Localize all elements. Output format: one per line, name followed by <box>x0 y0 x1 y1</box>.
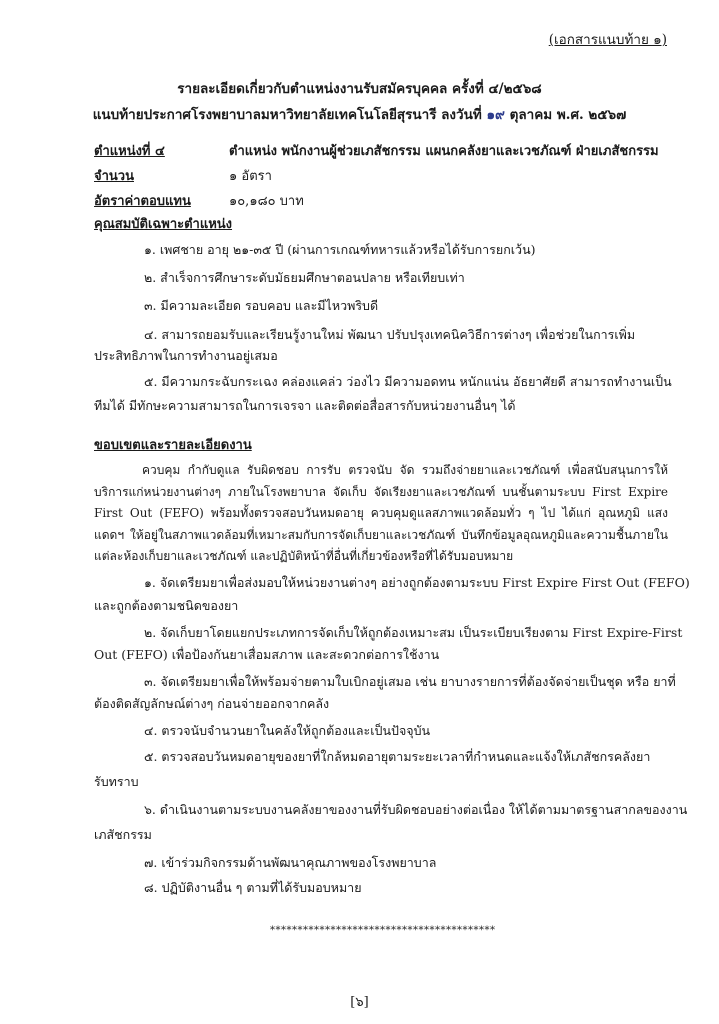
subtitle-day: ๑๙ <box>486 107 505 123</box>
scope-item-continued: Out (FEFO) เพื่อป้องกันยาเสื่อมสภาพ และสะดวกต่อการใช้งาน <box>94 647 440 662</box>
subtitle-suffix: ตุลาคม พ.ศ. ๒๕๖๗ <box>509 107 627 123</box>
scope-item-continued: เภสัชกรรม <box>94 827 152 842</box>
salary-value: ๑๐,๑๘๐ บาท <box>229 194 304 209</box>
separator-stars: ***************************************** <box>270 925 496 936</box>
scope-item: ๕. ตรวจสอบวันหมดอายุของยาที่ใกล้หมดอายุตามระยะเวลาที่กำหนดและแจ้งให้เภสัชกรคลังยา <box>144 749 651 764</box>
qualification-item: ๕. มีความกระฉับกระเฉง คล่องแคล่ว ว่องไว มีความอดทน หนักแน่น อัธยาศัยดี สามารถทำงานเป็น <box>144 374 672 389</box>
qualification-item: ๔. สามารถยอมรับและเรียนรู้งานใหม่ พัฒนา ปรับปรุงเทคนิควิธีการต่างๆ เพื่อช่วยในการเพิ่ม <box>144 327 636 342</box>
scope-heading: ขอบเขตและรายละเอียดงาน <box>94 438 252 453</box>
scope-item: ๑. จัดเตรียมยาเพื่อส่งมอบให้หน่วยงานต่างๆ อย่างถูกต้องตามระบบ First Expire First Out (FEFO) <box>144 575 690 590</box>
scope-intro: ควบคุม กำกับดูแล รับผิดชอบ การรับ ตรวจนับ จัด รวมถึงจ่ายยาและเวชภัณฑ์ เพื่อสนับสนุนการให้บริการแก่หน่วยงานต่างๆ ภายในโรงพยาบาล จัดเก็บ จัดเรียงยาและเวชภัณฑ์ บนชั้นตามระบบ First Expire First Out (FEFO) พร้อมทั้งตรวจสอบวันหมดอายุ ควบคุมดูแลสภาพแวดล้อมทั่ว ๆ ไป ได้แก่ อุณหภูมิ แสงแดดฯ ให้อยู่ในสภาพแวดล้อมที่เหมาะสมกับการจัดเก็บยาและเวชภัณฑ์ บันทึกข้อมูลอุณหภูมิและความชื้นภายในแต่ละห้องเก็บยาและเวชภัณฑ์ และปฏิบัติหน้าที่อื่นที่เกี่ยวข้องหรือที่ได้รับมอบหมาย <box>94 463 668 564</box>
scope-item: ๓. จัดเตรียมยาเพื่อให้พร้อมจ่ายตามใบเบิกอยู่เสมอ เช่น ยาบางรายการที่ต้องจัดจ่ายเป็นชุด หรือ ยาที่ <box>144 674 676 689</box>
scope-item: ๔. ตรวจนับจำนวนยาในคลังให้ถูกต้องและเป็นปัจจุบัน <box>144 723 431 738</box>
qualification-item-continued: ประสิทธิภาพในการทำงานอยู่เสมอ <box>94 348 278 363</box>
scope-item-continued: ต้องติดสัญลักษณ์ต่างๆ ก่อนจ่ายออกจากคลัง <box>94 696 330 711</box>
scope-item: ๒. จัดเก็บยาโดยแยกประเภทการจัดเก็บให้ถูกต้องเหมาะสม เป็นระเบียบเรียงตาม First Expire-First <box>144 625 683 640</box>
salary-label: อัตราค่าตอบแทน <box>94 194 191 209</box>
position-label: ตำแหน่งที่ ๔ <box>94 144 165 159</box>
scope-item-continued: รับทราบ <box>94 774 139 789</box>
subtitle-prefix: แนบท้ายประกาศโรงพยาบาลมหาวิทยาลัยเทคโนโลยีสุรนารี ลงวันที่ <box>92 107 482 123</box>
qualification-item-continued: ทีมได้ มีทักษะความสามารถในการเจรจา และติดต่อสื่อสารกับหน่วยงานอื่นๆ ได้ <box>94 398 516 413</box>
scope-item-continued: และถูกต้องตามชนิดของยา <box>94 598 239 613</box>
qualification-item: ๒. สำเร็จการศึกษาระดับมัธยมศึกษาตอนปลาย หรือเทียบเท่า <box>144 270 465 285</box>
qualification-item: ๑. เพศชาย อายุ ๒๑-๓๕ ปี (ผ่านการเกณฑ์ทหารแล้วหรือได้รับการยกเว้น) <box>144 242 536 257</box>
page-number: [๖] <box>350 995 369 1010</box>
scope-item: ๖. ดำเนินงานตามระบบงานคลังยาของงานที่รับผิดชอบอย่างต่อเนื่อง ให้ได้ตามมาตรฐานสากลของงาน <box>144 802 688 817</box>
count-value: ๑ อัตรา <box>229 169 272 184</box>
qualifications-heading: คุณสมบัติเฉพาะตำแหน่ง <box>94 217 233 232</box>
document-subtitle <box>0 103 719 125</box>
annex-label: (เอกสารแนบท้าย ๑) <box>548 32 667 48</box>
qualification-item: ๓. มีความละเอียด รอบคอบ และมีไหวพริบดี <box>144 298 379 313</box>
scope-item: ๘. ปฏิบัติงานอื่น ๆ ตามที่ได้รับมอบหมาย <box>144 880 362 895</box>
scope-item: ๗. เข้าร่วมกิจกรรมด้านพัฒนาคุณภาพของโรงพยาบาล <box>144 855 437 870</box>
document-title: รายละเอียดเกี่ยวกับตำแหน่งงานรับสมัครบุคคล ครั้งที่ ๔/๒๕๖๘ <box>177 81 542 97</box>
count-label: จำนวน <box>94 169 134 184</box>
position-value: ตำแหน่ง พนักงานผู้ช่วยเภสัชกรรม แผนกคลังยาและเวชภัณฑ์ ฝ่ายเภสัชกรรม <box>229 144 659 159</box>
